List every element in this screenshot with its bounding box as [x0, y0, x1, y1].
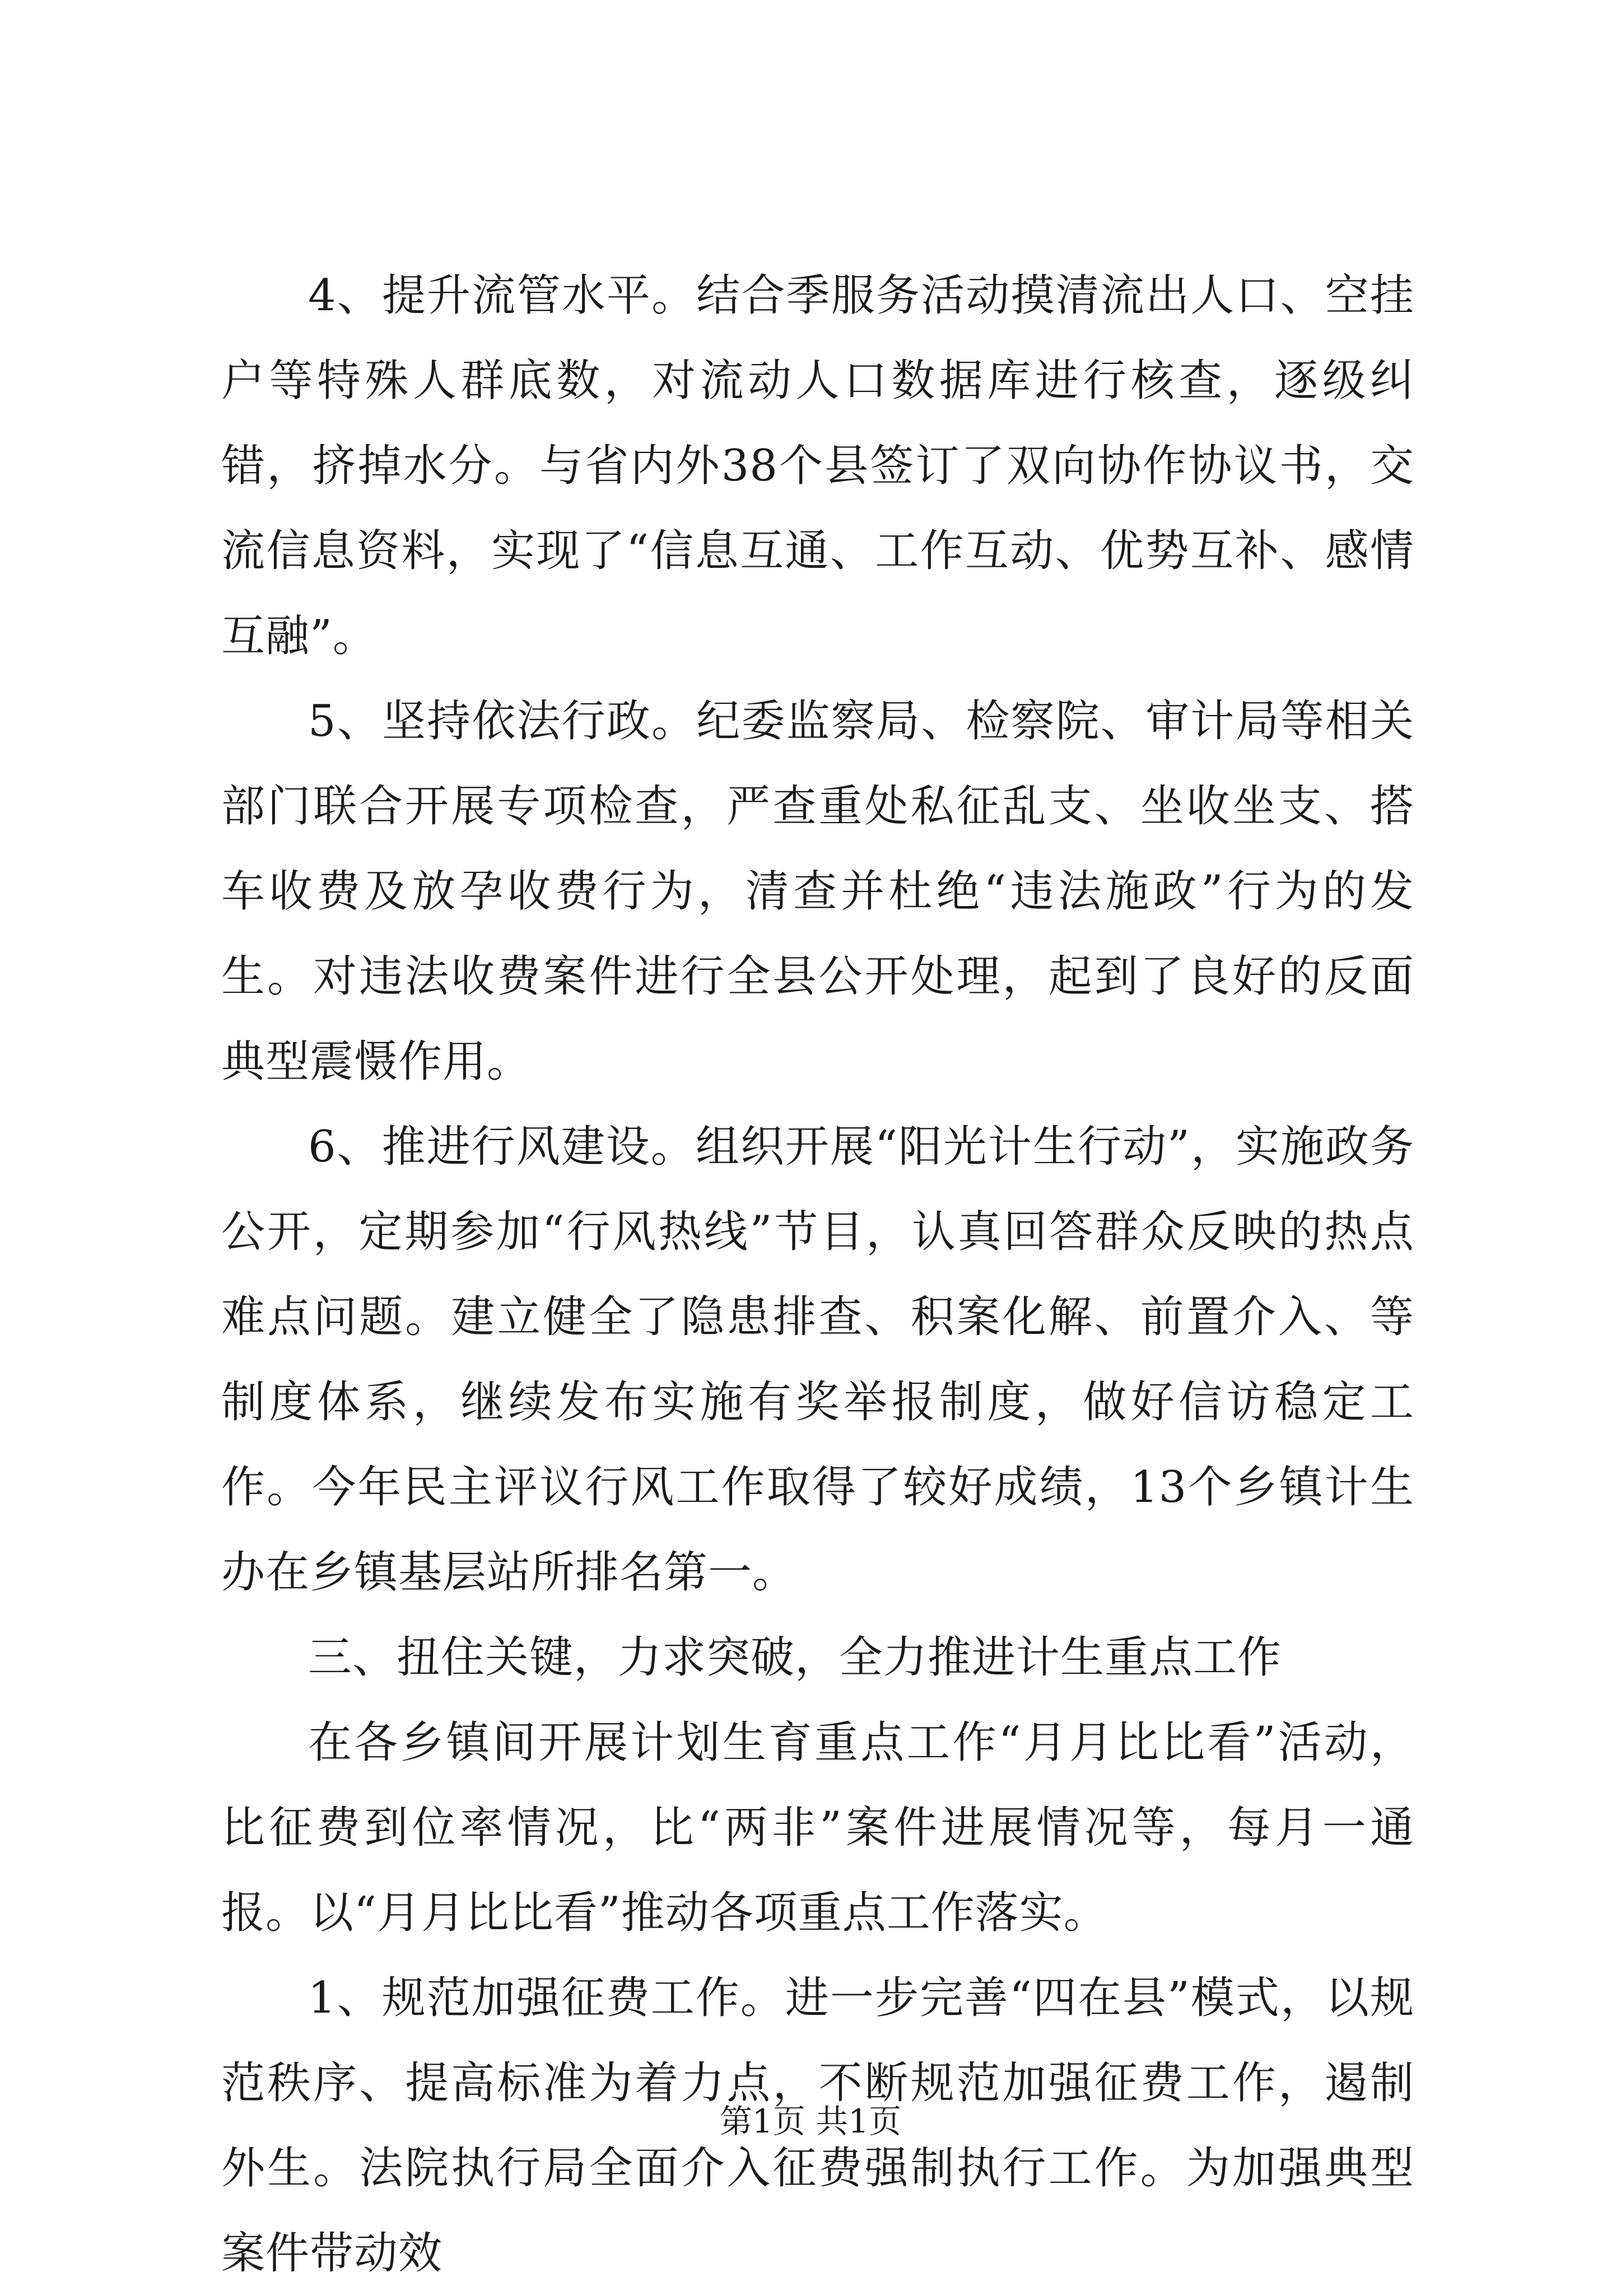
page-footer: 第1页 共1页 [719, 2102, 902, 2140]
section-heading: 三、扭住关键，力求突破，全力推进计生重点工作 [308, 1632, 1282, 1683]
paragraph-lawful-administration: 5、坚持依法行政。纪委监察局、检察院、审计局等相关部门联合开展专项检查，严查重处私征乱支、坐收坐支、搭车收费及放孕收费行为，清查并杜绝“违法施政”行为的发生。对违法收费案件进行全县公开处理，起到了良好的反面典型震慑作用。 [221, 696, 1414, 1087]
paragraph-monthly-comparison: 在各乡镇间开展计划生育重点工作“月月比比看”活动，比征费到位率情况，比“两非”案件进展情况等，每月一通报。以“月月比比看”推动各项重点工作落实。 [221, 1718, 1414, 1938]
paragraph-floating-population: 4、提升流管水平。结合季服务活动摸清流出人口、空挂户等特殊人群底数，对流动人口数据库进行核查，逐级纠错，挤掉水分。与省内外38个县签订了双向协作协议书，交流信息资料，实现了“信息互通、工作互动、优势互补、感情互融”。 [221, 270, 1414, 661]
paragraph-conduct-building: 6、推进行风建设。组织开展“阳光计生行动”，实施政务公开，定期参加“行风热线”节目，认真回答群众反映的热点难点问题。建立健全了隐患排查、积案化解、前置介入、等制度体系，继续发布实施有奖举报制度，做好信访稳定工作。今年民主评议行风工作取得了较好成绩，13个乡镇计生办在乡镇基层站所排名第一。 [221, 1122, 1414, 1598]
paragraph-fee-collection: 1、规范加强征费工作。进一步完善“四在县”模式，以规范秩序、提高标准为着力点，不断规范加强征费工作，遏制外生。法院执行局全面介入征费强制执行工作。为加强典型案件带动效 [221, 1973, 1414, 2279]
document-body [221, 253, 1414, 2296]
